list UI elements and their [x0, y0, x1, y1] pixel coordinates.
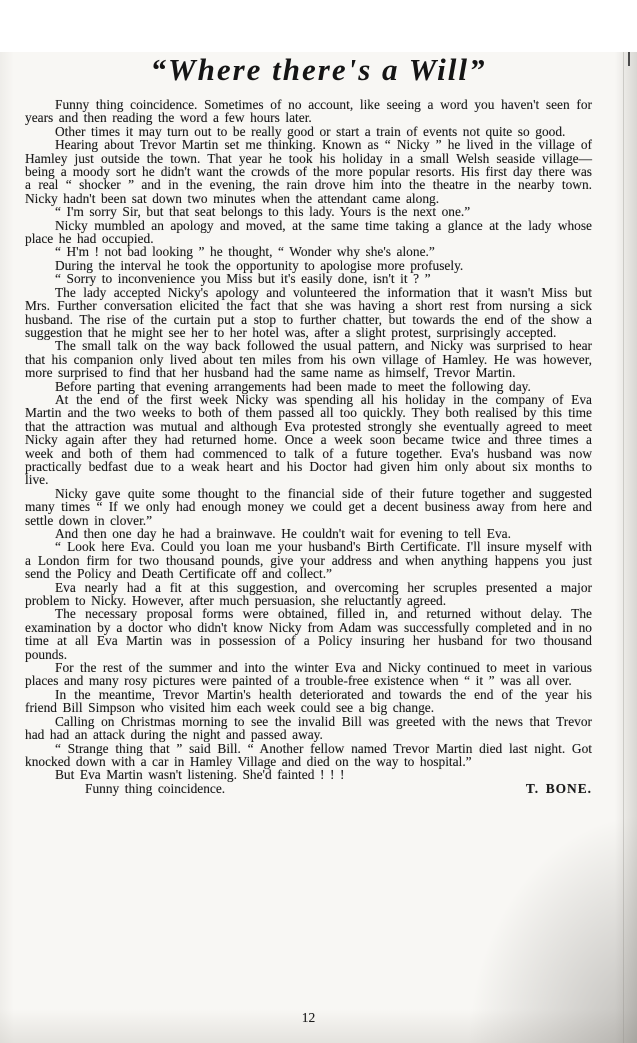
- paragraph: The lady accepted Nicky's apology and volunteered the information that it wasn't Miss but Mrs. Further conversation elicited the fact that she was having a short rest from nursing a sick husband. The rise of the curtain put a stop to further chatter, but towards the end of the show a suggestion that he might see her to her hotel was, after a slight protest, surprisingly accepted.: [25, 284, 592, 340]
- paragraph: Before parting that evening arrangements had been made to meet the following day.: [55, 378, 531, 394]
- paragraph: The small talk on the way back followed the usual pattern, and Nicky was surprised to hear that his companion only lived about ten miles from his own village of Hamley. He was however, more surprised to find that her husband had the same name as himself, Trevor Martin.: [25, 338, 592, 381]
- author-byline: T. BONE.: [525, 780, 592, 796]
- page-number: 12: [301, 1010, 316, 1025]
- closing-line: [25, 782, 592, 795]
- story-title: “Where there's a Will”: [150, 52, 487, 87]
- paragraph: But Eva Martin wasn't listening. She'd fainted ! ! !: [55, 767, 345, 783]
- paragraph: “ Look here Eva. Could you loan me your husband's Birth Certificate. I'll insure myself with a London firm for two thousand pounds, give your address and when anything happens you just send the Policy and Death Certificate off and collect.”: [25, 539, 592, 582]
- paragraph: Calling on Christmas morning to see the invalid Bill was greeted with the news that Trevor had had an attack during the night and passed away.: [25, 713, 592, 743]
- paragraph: The necessary proposal forms were obtained, filled in, and returned without delay. The examination by a doctor who didn't know Nicky from Adam was successfully completed and in no time at all Eva Martin was in possession of a Policy insuring her husband for two thousand pounds.: [25, 606, 592, 662]
- paragraph: Nicky gave quite some thought to the financial side of their future together and suggested many times “ If we only had enough money we could get a decent business away from here and settle down in clover.”: [25, 485, 592, 528]
- paragraph: “ I'm sorry Sir, but that seat belongs to this lady. Yours is the next one.”: [55, 204, 471, 220]
- paragraph: “ Sorry to inconvenience you Miss but it's easily done, isn't it ? ”: [55, 271, 431, 287]
- paragraph: Hearing about Trevor Martin set me thinking. Known as “ Nicky ” he lived in the village of Hamley just outside the town. That year he took his holiday in a small Welsh seaside village—being a moody sort he didn't want the crowds of the more popular resorts. His first day there was a real “ shocker ” and in the evening, the rain drove him into the theatre in the nearby town. Nicky hadn't been sat down two minutes when the attendant came along.: [25, 137, 592, 206]
- scan-edge-line: [623, 52, 624, 1043]
- paragraph: Other times it may turn out to be really good or start a train of events not quite so good.: [55, 123, 566, 139]
- story-body: [25, 98, 592, 795]
- paragraph: “ Strange thing that ” said Bill. “ Another fellow named Trevor Martin died last night. Got knocked down with a car in Hamley Village and died on the way to hospital.”: [25, 740, 592, 769]
- paragraph: During the interval he took the opportunity to apologise more profusely.: [55, 257, 464, 273]
- paragraph: “ H'm ! not bad looking ” he thought, “ Wonder why she's alone.”: [55, 244, 435, 260]
- paragraph: For the rest of the summer and into the winter Eva and Nicky continued to meet in various places and many rosy pictures were painted of a trouble-free existence when “ it ” was all over.: [25, 660, 592, 689]
- scanned-page: [0, 52, 637, 1043]
- closing-text: Funny thing coincidence.: [85, 780, 226, 796]
- paragraph: Nicky mumbled an apology and moved, at the same time taking a glance at the lady whose place he had occupied.: [25, 217, 592, 247]
- paragraph: And then one day he had a brainwave. He couldn't wait for evening to tell Eva.: [55, 526, 511, 541]
- paragraph: Eva nearly had a fit at this suggestion, and overcoming her scruples presented a major problem to Nicky. However, after much persuasion, she reluctantly agreed.: [25, 579, 592, 609]
- paragraph: In the meantime, Trevor Martin's health deteriorated and towards the end of the year his friend Bill Simpson who visited him each week could see a big change.: [25, 686, 592, 716]
- paragraph: Funny thing coincidence. Sometimes of no account, like seeing a word you haven't seen for years and then reading the word a few hours later.: [25, 97, 592, 126]
- paragraph: At the end of the first week Nicky was spending all his holiday in the company of Eva Martin and the two weeks to both of them passed all too quickly. They both realised by this time that the attraction was mutual and although Eva protested strongly she eventually agreed to meet Nicky again after they had returned home. Once a week soon became twice and three times a week and both of them had commenced to talk of a future together. Eva's husband was now practically bedfast due to a weak heart and his Doctor had given him only about six months to live.: [25, 391, 592, 488]
- scan-corner-mark: [628, 52, 630, 66]
